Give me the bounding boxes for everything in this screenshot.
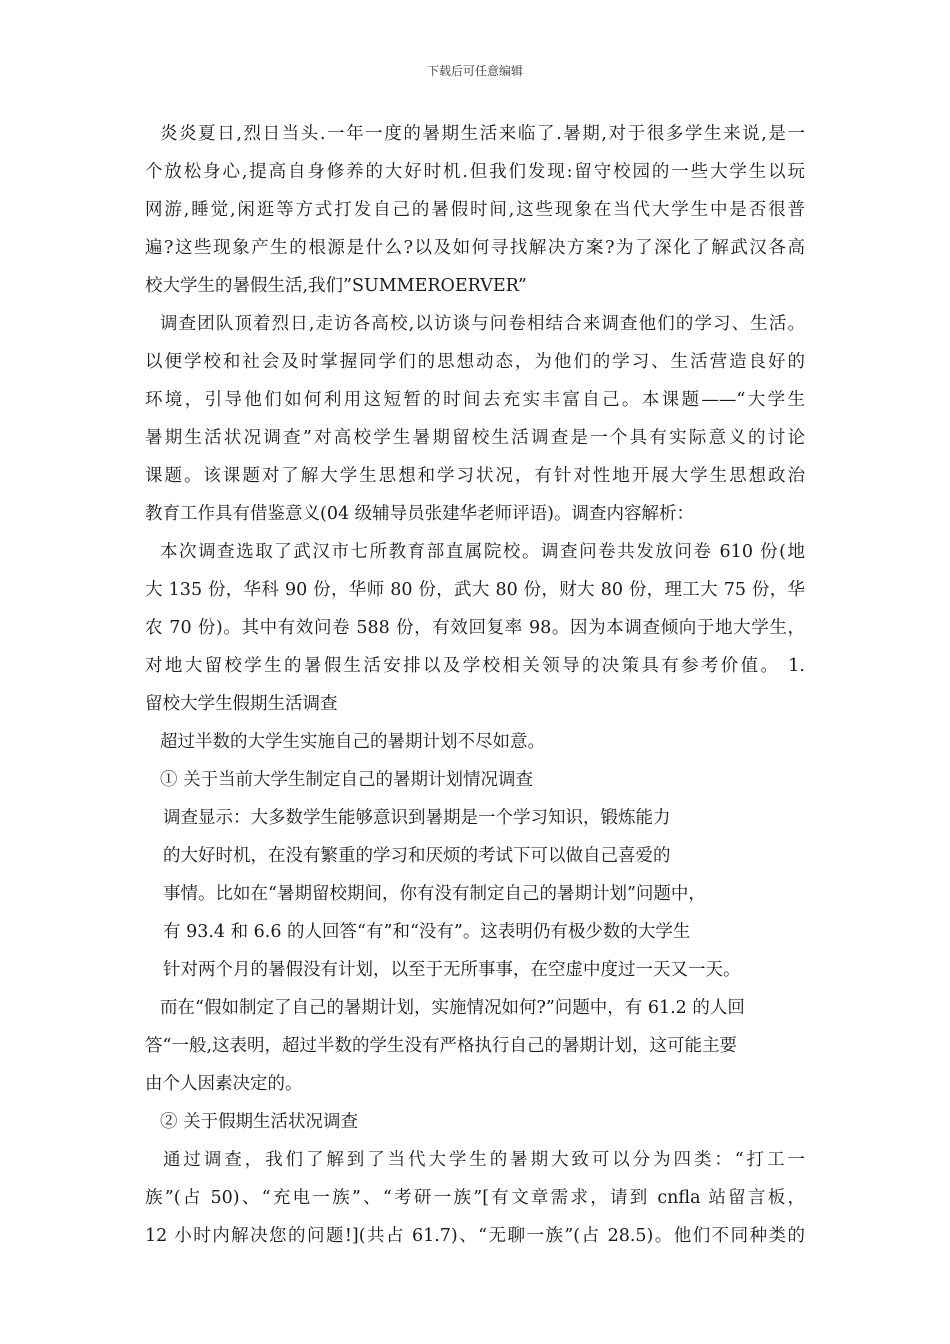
text-line: 炎炎夏日,烈日当头.一年一度的暑期生活来临了.暑期,对于很多学生来说,是一: [160, 124, 805, 144]
text-line: 本次调查选取了武汉市七所教育部直属院校。调查问卷共发放问卷 610 份(地: [160, 542, 805, 562]
text-line: 超过半数的大学生实施自己的暑期计划不尽如意。: [160, 732, 545, 752]
text-line: 而在“假如制定了自己的暑期计划，实施情况如何?”问题中，有 61.2 的人回: [160, 998, 745, 1018]
text-line: 12 小时内解决您的问题!](共占 61.7)、“无聊一族”(占 28.5)。他们不同种类的: [145, 1226, 805, 1246]
text-line: 个放松身心,提高自身修养的大好时机.但我们发现:留守校园的一些大学生以玩: [145, 162, 805, 182]
text-line: 大 135 份，华科 90 份，华师 80 份，武大 80 份，财大 80 份，理工大 75 份，华: [145, 580, 805, 600]
text-line: 校大学生的暑假生活,我们”SUMMEROERVER”: [145, 276, 527, 296]
text-line: 遍?这些现象产生的根源是什么?以及如何寻找解决方案?为了深化了解武汉各高: [145, 238, 805, 258]
text-line: 调查显示：大多数学生能够意识到暑期是一个学习知识，锻炼能力: [163, 808, 671, 828]
text-line: 由个人因素决定的。: [145, 1074, 303, 1094]
text-line: 的大好时机，在没有繁重的学习和厌烦的考试下可以做自己喜爱的: [163, 846, 671, 866]
text-line: 暑期生活状况调查”对高校学生暑期留校生活调查是一个具有实际意义的讨论: [145, 428, 805, 448]
text-line: 环境，引导他们如何利用这短暂的时间去充实丰富自己。本课题——“大学生: [145, 390, 805, 410]
text-line: 答“一般,这表明，超过半数的学生没有严格执行自己的暑期计划，这可能主要: [145, 1036, 738, 1056]
text-line: 有 93.4 和 6.6 的人回答“有”和“没有”。这表明仍有极少数的大学生: [163, 922, 691, 942]
text-line: 以便学校和社会及时掌握同学们的思想动态，为他们的学习、生活营造良好的: [145, 352, 805, 372]
text-line: 网游,睡觉,闲逛等方式打发自己的暑假时间,这些现象在当代大学生中是否很普: [145, 200, 805, 220]
text-line: 通过调查，我们了解到了当代大学生的暑期大致可以分为四类：“打工一: [163, 1150, 805, 1170]
text-line: 针对两个月的暑假没有计划，以至于无所事事，在空虚中度过一天又一天。: [163, 960, 741, 980]
text-line: 对地大留校学生的暑假生活安排以及学校相关领导的决策具有参考价值。 1.: [145, 656, 805, 676]
text-line: 调查团队顶着烈日,走访各高校,以访谈与问卷相结合来调查他们的学习、生活。: [160, 314, 805, 334]
text-line: 族”(占 50)、“充电一族”、“考研一族”[有文章需求，请到 cnfla 站留言板，: [145, 1188, 805, 1208]
page-header: 下载后可任意编辑: [426, 64, 523, 78]
text-line: 留校大学生假期生活调查: [145, 694, 338, 714]
text-line: ② 关于假期生活状况调查: [160, 1112, 359, 1132]
text-line: 农 70 份)。其中有效问卷 588 份，有效回复率 98。因为本调查倾向于地大学生，: [145, 618, 805, 638]
text-line: 教育工作具有借鉴意义(04 级辅导员张建华老师评语)。调查内容解析：: [145, 504, 694, 524]
text-line: 事情。比如在“暑期留校期间，你有没有制定自己的暑期计划”问题中，: [163, 884, 706, 904]
text-line: 课题。该课题对了解大学生思想和学习状况，有针对性地开展大学生思想政治: [145, 466, 805, 486]
text-line: ① 关于当前大学生制定自己的暑期计划情况调查: [160, 770, 534, 790]
